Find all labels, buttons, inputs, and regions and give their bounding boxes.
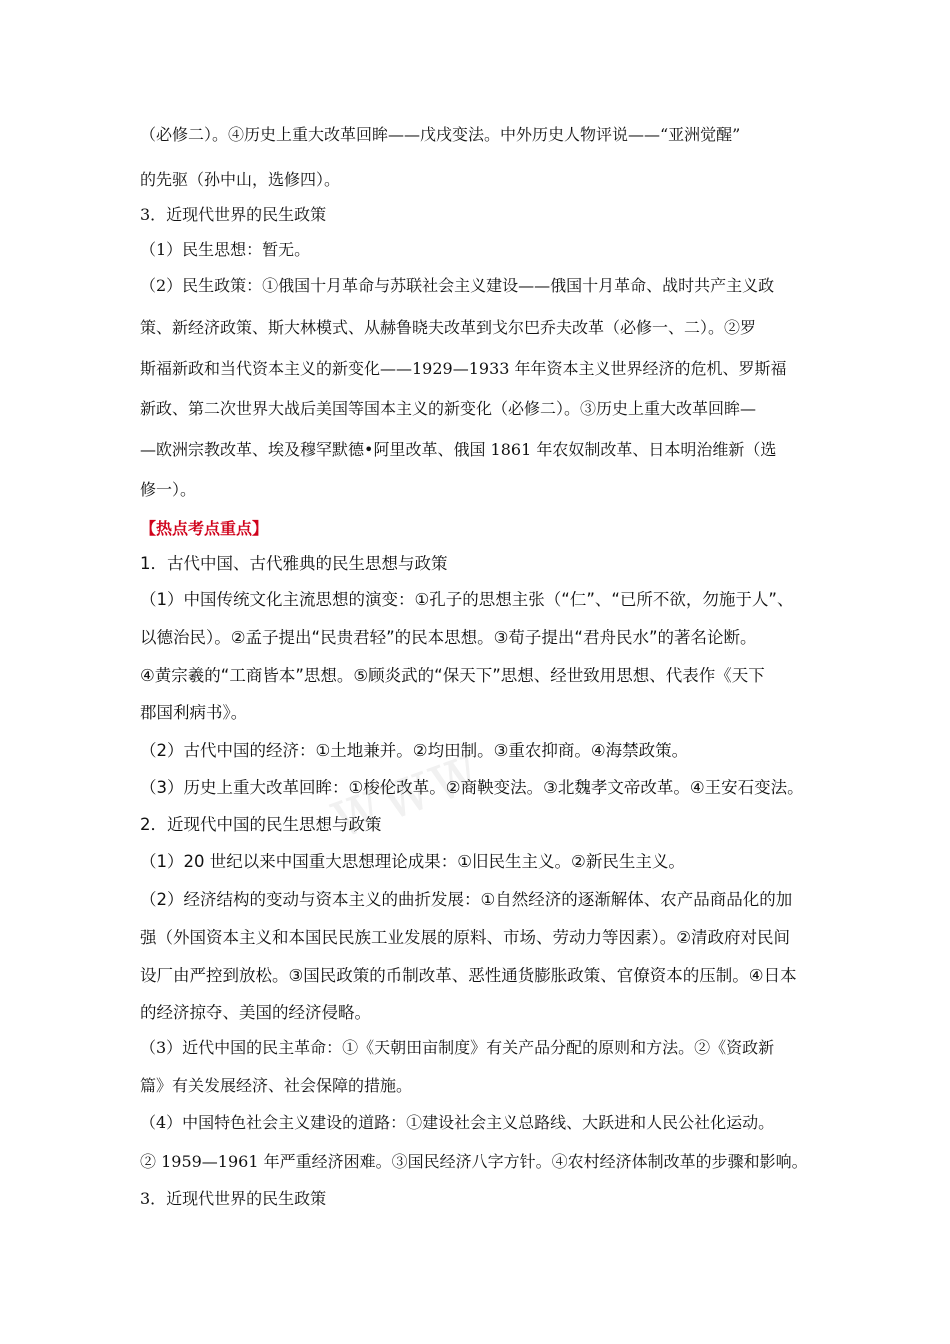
paragraph-line: （2）民生政策：①俄国十月革命与苏联社会主义建设——俄国十月革命、战时共产主义政 [140, 276, 775, 295]
paragraph-line: （必修二）。④历史上重大改革回眸——戊戌变法。中外历史人物评说——“亚洲觉醒” [140, 125, 741, 144]
paragraph-line: 强（外国资本主义和本国民民族工业发展的原料、市场、劳动力等因素）。②清政府对民间 [140, 928, 791, 947]
paragraph-line: 的先驱（孙中山，选修四）。 [140, 170, 341, 189]
paragraph-line: （2）经济结构的变动与资本主义的曲折发展：①自然经济的逐渐解体、农产品商品化的加 [140, 890, 793, 909]
paragraph-line: 斯福新政和当代资本主义的新变化——1929—1933 年年资本主义世界经济的危机、罗斯福 [140, 359, 787, 378]
paragraph-line: 郡国利病书》。 [140, 703, 248, 722]
paragraph-line: （1）20 世纪以来中国重大思想理论成果：①旧民生主义。②新民生主义。 [140, 852, 685, 871]
paragraph-line: （4）中国特色社会主义建设的道路：①建设社会主义总路线、大跃进和人民公社化运动。 [140, 1113, 775, 1132]
paragraph-line: （3）近代中国的民主革命：①《天朝田亩制度》有关产品分配的原则和方法。②《资政新 [140, 1038, 775, 1057]
hot-topics-heading: 【热点考点重点】 [140, 519, 269, 538]
paragraph-line: （1）中国传统文化主流思想的演变：①孔子的思想主张（“仁”、“已所不欲，勿施于人”、 [140, 590, 794, 609]
paragraph-line: （2）古代中国的经济：①土地兼并。②均田制。③重农抑商。④海禁政策。 [140, 741, 689, 760]
watermark: ＷＷＷ [326, 743, 492, 848]
paragraph-line: 设厂由严控到放松。③国民政策的币制改革、恶性通货膨胀政策、官僚资本的压制。④日本 [140, 966, 797, 985]
section-heading: 3．近现代世界的民生政策 [140, 205, 327, 224]
paragraph-line: （1）民生思想：暂无。 [140, 240, 311, 259]
section2-title: 2．近现代中国的民生思想与政策 [140, 815, 382, 834]
paragraph-line: 新政、第二次世界大战后美国等国本主义的新变化（必修二）。③历史上重大改革回眸— [140, 399, 757, 418]
section1-title: 1．古代中国、古代雅典的民生思想与政策 [140, 554, 448, 573]
paragraph-line: ② 1959—1961 年严重经济困难。③国民经济八字方针。④农村经济体制改革的步骤和影响。 [140, 1152, 808, 1171]
paragraph-line: 篇》有关发展经济、社会保障的措施。 [140, 1076, 413, 1095]
paragraph-line: —欧洲宗教改革、埃及穆罕默德•阿里改革、俄国 1861 年农奴制改革、日本明治维新（选 [140, 440, 777, 459]
paragraph-line: 的经济掠夺、美国的经济侵略。 [140, 1003, 371, 1022]
paragraph-line: 以德治民）。②孟子提出“民贵君轻”的民本思想。③荀子提出“君舟民水”的著名论断。 [140, 628, 757, 647]
paragraph-line: 策、新经济政策、斯大林模式、从赫鲁晓夫改革到戈尔巴乔夫改革（必修一、二）。②罗 [140, 318, 757, 337]
paragraph-line: （3）历史上重大改革回眸：①梭伦改革。②商鞅变法。③北魏孝文帝改革。④王安石变法。 [140, 778, 804, 797]
section-heading: 3．近现代世界的民生政策 [140, 1189, 327, 1208]
paragraph-line: 修一）。 [140, 480, 197, 499]
paragraph-line: ④黄宗羲的“工商皆本”思想。⑤顾炎武的“保天下”思想、经世致用思想、代表作《天下 [140, 666, 765, 685]
